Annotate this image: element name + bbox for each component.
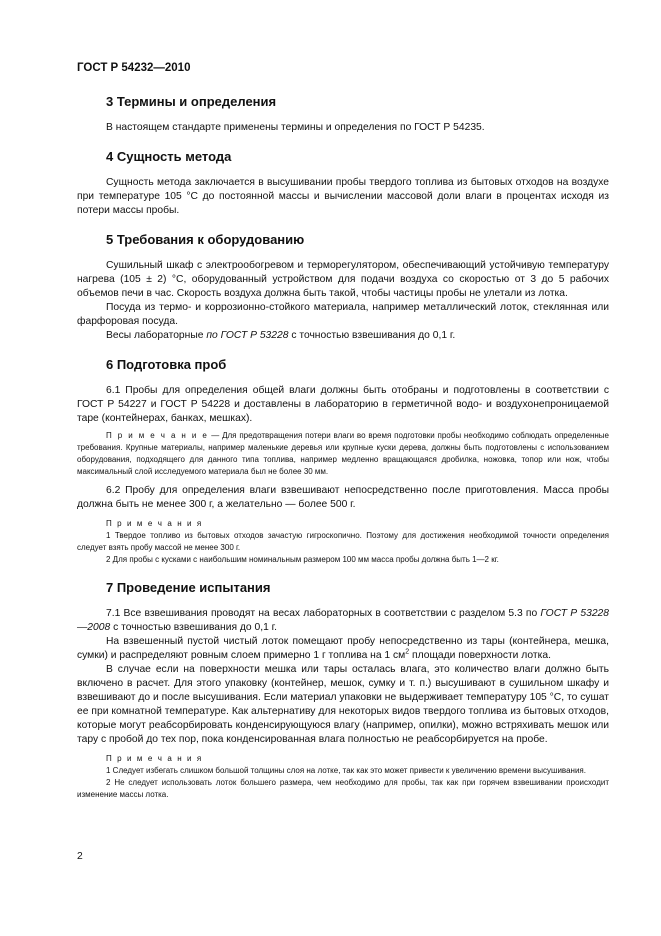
note-item: 1 Следует избегать слишком большой толщины слоя на лотке, так как это может привести к увеличению времени высушивания. bbox=[106, 766, 586, 775]
weighing-text: 7.1 Все взвешивания проводят на весах лабораторных в соответствии с разделом 5.3 по bbox=[106, 608, 541, 619]
section-7-paragraph-1 bbox=[77, 607, 609, 635]
section-7 bbox=[77, 580, 609, 801]
section-7-paragraph-2 bbox=[77, 635, 609, 663]
standard-reference: по ГОСТ Р 53228 bbox=[206, 330, 289, 341]
section-4-paragraph: Сущность метода заключается в высушивании пробы твердого топлива из бытовых отходов на воздухе при температуре 105 °С до постоянной массы и вычислении массовой доли влаги в процентах исходя из потери массы пробы. bbox=[77, 177, 609, 216]
section-5-paragraph-3 bbox=[77, 329, 609, 343]
scales-precision-text: с точностью взвешивания до 0,1 г. bbox=[288, 330, 456, 341]
note-item: 1 Твердое топливо из бытовых отходов зачастую гигроскопично. Поэтому для достижения необходимой точности определения следует взять пробу массой не менее 300 г. bbox=[77, 531, 609, 552]
note-text: — Для предотвращения потери влаги во время подготовки пробы необходимо соблюдать определенные требования. Крупные материалы, например маленькие деревья или крупные куски дерева, должны быть подготовлены с использованием оборудования, подходящего для данного типа топлива, например медленно вращающаяся дробилка, ножовка, топор или нож, чтобы максимальный слой исследуемого материала был не более 30 мм. bbox=[77, 431, 610, 476]
section-3 bbox=[77, 94, 609, 135]
superscript: 2 bbox=[405, 648, 410, 656]
tray-text-end: площади поверхности лотка. bbox=[409, 650, 551, 661]
notes-title: П р и м е ч а н и я bbox=[106, 519, 203, 528]
section-6-title: 6 Подготовка проб bbox=[106, 357, 227, 372]
tray-text: На взвешенный пустой чистый лоток помещают пробу непосредственно из тары (контейнера, мешка, сумки) и распределяют ровным слоем примерно 1 г топлива на 1 см bbox=[77, 636, 609, 661]
note-item: 2 Для пробы с кусками с наибольшим номинальным размером 100 мм масса пробы должна быть 1—2 кг. bbox=[106, 555, 499, 564]
scales-text: Весы лабораторные bbox=[106, 330, 207, 341]
note-label: П р и м е ч а н и е bbox=[106, 431, 209, 440]
section-6-note bbox=[77, 430, 609, 478]
note-paragraph bbox=[77, 430, 609, 478]
section-3-title: 3 Термины и определения bbox=[106, 94, 277, 109]
section-5-title: 5 Требования к оборудованию bbox=[106, 232, 305, 247]
section-4 bbox=[77, 149, 609, 218]
section-6 bbox=[77, 357, 609, 566]
section-6-paragraph-2: 6.2 Пробу для определения влаги взвешивают непосредственно после приготовления. Масса пробы должна быть не менее 300 г, а желательно — более 500 г. bbox=[77, 485, 609, 510]
standard-reference: ГОСТ Р 53228—2008 bbox=[77, 608, 609, 633]
section-7-title: 7 Проведение испытания bbox=[106, 580, 271, 595]
weighing-precision-text: с точностью взвешивания до 0,1 г. bbox=[110, 622, 278, 633]
document-header: ГОСТ Р 54232—2010 bbox=[77, 62, 191, 74]
section-3-paragraph: В настоящем стандарте применены термины и определения по ГОСТ Р 54235. bbox=[106, 122, 485, 133]
section-4-title: 4 Сущность метода bbox=[106, 149, 232, 164]
section-7-paragraph-3: В случае если на поверхности мешка или тары осталась влага, это количество влаги должно быть включено в расчет. Для этого упаковку (контейнер, мешок, сумку и т. п.) высушивают в сушильном шкафу и взвешивают до и после высушивания. Если материал упаковки не выдерживает температуру 105 °С, то сушат ее при комнатной температуре. Как альтернативу для некоторых видов твердого топлива из бытовых отходов, которые могут реабсорбировать конденсирующуюся влагу (например, опилки), можно встряхивать мешок или тару с пробой до тех пор, пока конденсированная влага полностью не реабсорбируется на пробе. bbox=[77, 664, 609, 745]
section-5 bbox=[77, 232, 609, 343]
section-5-paragraph-2: Посуда из термо- и коррозионно-стойкого материала, например металлический лоток, стеклянная или фарфоровая посуда. bbox=[77, 302, 609, 327]
page-number: 2 bbox=[77, 851, 83, 862]
section-7-notes bbox=[77, 753, 609, 801]
section-6-paragraph-1: 6.1 Пробы для определения общей влаги должны быть отобраны и подготовлены в соответствии с ГОСТ Р 54227 и ГОСТ Р 54228 и доставлены в лабораторию в герметичной водо- и воздухонепроницаемой таре (контейнерах, банках, мешках). bbox=[77, 385, 609, 424]
section-5-paragraph-1: Сушильный шкаф с электрообогревом и терморегулятором, обеспечивающий устойчивую температуру нагрева (105 ± 2) °С, оборудованный устройством для подачи воздуха со скоростью от 3 до 5 рабочих объемов печи в час. Скорость воздуха должна быть такой, чтобы частицы пробы не улетали из лотка. bbox=[77, 260, 609, 299]
section-6-notes bbox=[77, 518, 609, 566]
note-item: 2 Не следует использовать лоток большего размера, чем необходимо для пробы, так как при горячем взвешивании происходит изменение массы лотка. bbox=[77, 778, 609, 799]
notes-title: П р и м е ч а н и я bbox=[106, 754, 203, 763]
